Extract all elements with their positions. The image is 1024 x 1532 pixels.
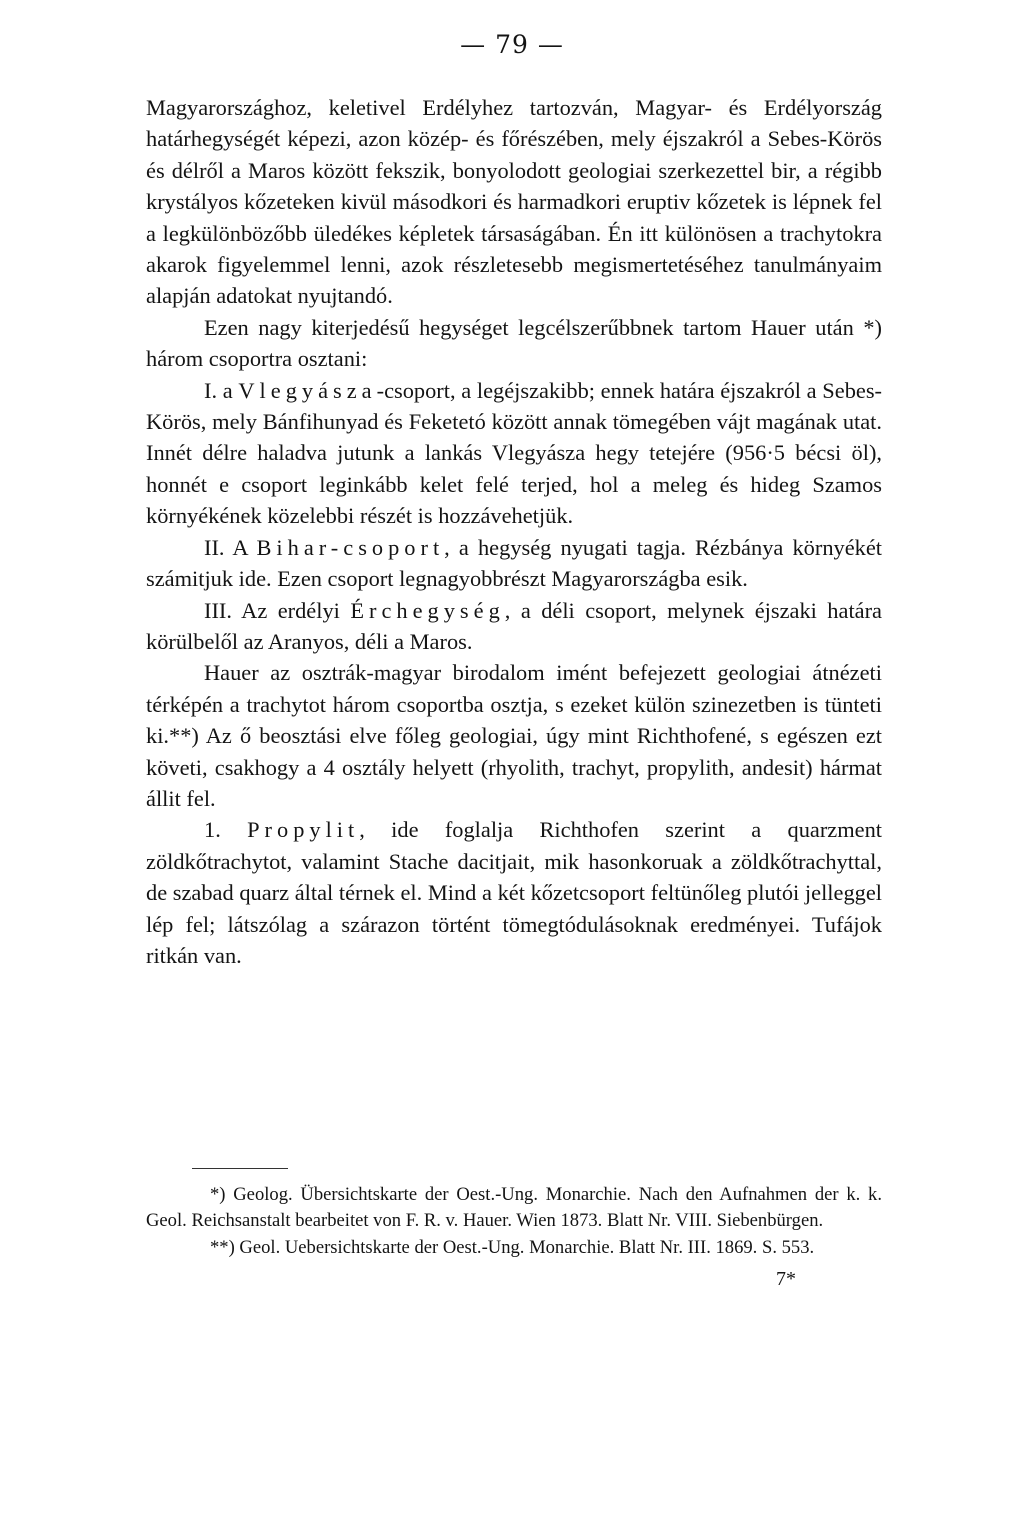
- printer-signature: 7*: [776, 1268, 796, 1290]
- group-number: I. a: [204, 377, 239, 403]
- paragraph-group-vlegyasza: [146, 375, 882, 532]
- footnotes: [146, 1182, 882, 1261]
- class-name: Propylit: [247, 817, 360, 843]
- paragraph-propylit: [146, 814, 882, 971]
- footnote-2: **) Geol. Uebersichtskarte der Oest.-Ung. Monarchie. Blatt Nr. III. 1869. S. 553.: [210, 1236, 815, 1258]
- group-name: Érchegység: [350, 597, 505, 623]
- group-description: , a déli csoport, melynek éjszaki határa körülbelől az Aranyos, déli a Maros.: [146, 597, 882, 654]
- footnote-1: *) Geolog. Übersichtskarte der Oest.-Ung. Monarchie. Nach den Aufnahmen der k. k. Geol. Reichsanstalt bearbeitet von F. R. v. Hauer. Wien 1873. Blatt Nr. VIII. Siebenbürgen.: [146, 1184, 882, 1232]
- group-number: III. Az erdélyi: [204, 597, 351, 623]
- paragraph-group-erchegyseg: [146, 595, 882, 658]
- paragraph-group-bihar: [146, 532, 882, 595]
- page-number: — 79 —: [460, 30, 564, 59]
- group-description: -csoport, a legéjszakibb; ennek határa éjszakról a Sebes-Körös, mely Bánfihunyad és Feketetó között annak tömegében vájt magának utat. Innét délre haladva jutunk a lankás Vlegyásza hegy tetejére (956·5 bécsi öl), honnét e csoport leginkább kelet felé terjed, hol a meleg és hideg Szamos környékének közelebbi részét is hozzávehetjük.: [146, 377, 882, 529]
- paragraph-division: Ezen nagy kiterjedésű hegységet legcélszerűbbnek tartom Hauer után *) három csoportra osztani:: [146, 314, 882, 372]
- group-number: II. A: [204, 534, 257, 560]
- group-description: , a hegység nyugati tagja. Rézbánya környékét számitjuk ide. Ezen csoport legnagyobbrészt Magyarországba esik.: [146, 534, 882, 592]
- paragraph-hauer-map: Hauer az osztrák-magyar birodalom imént befejezett geologiai átnézeti térképén a trachytot három csoportba osztja, s ezeket külön szinezetben is tünteti ki.**) Az ő beosztási elve főleg geologiai, úgy mint Richthofené, s egészen ezt követi, csakhogy a 4 osztály helyett (rhyolith, trachyt, propylith, andesit) hármat állit fel.: [146, 660, 882, 811]
- class-number: 1.: [204, 817, 248, 843]
- paragraph-intro: Magyarországhoz, keletivel Erdélyhez tartozván, Magyar- és Erdélyország határhegységét képezi, azon közép- és főrészében, mely éjszakról a Sebes-Körös és délről a Maros között fekszik, bonyolodott geologiai szerkezettel bir, a régibb krystályos kőzeteken kivül másodkori és harmadkori eruptiv kőzetek is lépnek fel a legkülönbözőbb üledékes képletek társaságában. Én itt különösen a trachytokra akarok figyelemmel lenni, azok részletesebb megismertetéséhez tanulmányaim alapján adatokat nyujtandó.: [146, 95, 882, 309]
- group-name: Vlegyásza: [238, 377, 377, 403]
- group-name: Bihar-csoport: [256, 534, 445, 560]
- main-text: [146, 92, 882, 971]
- footnote-separator: [192, 1168, 288, 1169]
- class-description: , ide foglalja Richthofen szerint a quarzment zöldkőtrachytot, valamint Stache dacitjait, mik hasonkoruak a zöldkőtrachyttal, de szabad quarz által térnek el. Mind a két kőzetcsoport feltünőleg plutói jelleggel lép fel; látszólag a szárazon történt tömegtódulásoknak eredményei. Tufájok ritkán van.: [146, 817, 882, 968]
